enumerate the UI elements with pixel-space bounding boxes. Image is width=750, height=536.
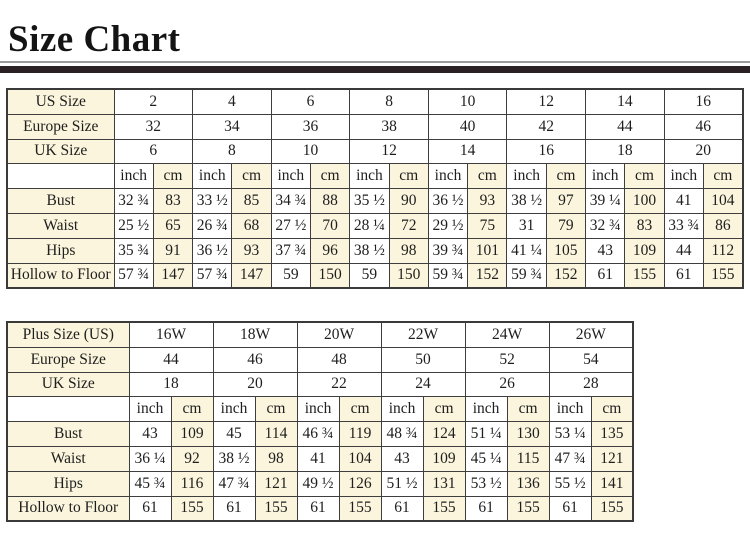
size-value-cell: 52 xyxy=(465,347,549,372)
size-value-cell: 16W xyxy=(129,322,213,347)
size-value-cell: 16 xyxy=(507,139,586,164)
size-value-cell: 26 xyxy=(465,372,549,397)
size-row xyxy=(7,89,743,114)
measurement-cm-cell: 121 xyxy=(591,446,633,471)
unit-inch-cell: inch xyxy=(114,164,153,189)
row-label: Hollow to Floor xyxy=(7,496,129,521)
row-label: UK Size xyxy=(7,372,129,397)
measurement-cm-cell: 68 xyxy=(232,213,271,238)
size-value-cell: 12 xyxy=(507,89,586,114)
unit-cm-cell: cm xyxy=(310,164,349,189)
row-label: UK Size xyxy=(7,139,114,164)
size-value-cell: 46 xyxy=(664,114,743,139)
measurement-inch-cell: 61 xyxy=(129,496,171,521)
unit-header-row xyxy=(7,164,743,189)
measurement-row xyxy=(7,263,743,288)
size-row xyxy=(7,347,633,372)
measurement-inch-cell: 61 xyxy=(297,496,339,521)
measurement-cm-cell: 100 xyxy=(625,189,664,214)
size-value-cell: 48 xyxy=(297,347,381,372)
measurement-inch-cell: 41 xyxy=(664,189,703,214)
unit-inch-cell: inch xyxy=(129,397,171,422)
measurement-cm-cell: 65 xyxy=(153,213,192,238)
measurement-cm-cell: 96 xyxy=(310,238,349,263)
row-label: Bust xyxy=(7,422,129,447)
measurement-inch-cell: 61 xyxy=(586,263,625,288)
measurement-inch-cell: 41 ¼ xyxy=(507,238,546,263)
measurement-cm-cell: 93 xyxy=(468,189,507,214)
size-value-cell: 10 xyxy=(271,139,350,164)
size-value-cell: 50 xyxy=(381,347,465,372)
measurement-inch-cell: 31 xyxy=(507,213,546,238)
row-label: Waist xyxy=(7,213,114,238)
measurement-inch-cell: 38 ½ xyxy=(350,238,389,263)
unit-cm-cell: cm xyxy=(255,397,297,422)
size-value-cell: 14 xyxy=(586,89,665,114)
measurement-inch-cell: 57 ¾ xyxy=(193,263,232,288)
measurement-cm-cell: 97 xyxy=(546,189,585,214)
row-label: Waist xyxy=(7,446,129,471)
measurement-inch-cell: 34 ¾ xyxy=(271,189,310,214)
row-label: Bust xyxy=(7,189,114,214)
measurement-cm-cell: 116 xyxy=(171,471,213,496)
measurement-inch-cell: 35 ¾ xyxy=(114,238,153,263)
size-value-cell: 20W xyxy=(297,322,381,347)
row-label: Hips xyxy=(7,471,129,496)
unit-inch-cell: inch xyxy=(381,397,423,422)
measurement-cm-cell: 155 xyxy=(703,263,742,288)
size-value-cell: 20 xyxy=(213,372,297,397)
measurement-cm-cell: 88 xyxy=(310,189,349,214)
size-value-cell: 22W xyxy=(381,322,465,347)
measurement-cm-cell: 114 xyxy=(255,422,297,447)
size-value-cell: 20 xyxy=(664,139,743,164)
unit-inch-cell: inch xyxy=(271,164,310,189)
measurement-cm-cell: 135 xyxy=(591,422,633,447)
size-value-cell: 42 xyxy=(507,114,586,139)
measurement-cm-cell: 147 xyxy=(232,263,271,288)
unit-cm-cell: cm xyxy=(423,397,465,422)
measurement-cm-cell: 85 xyxy=(232,189,271,214)
measurement-cm-cell: 104 xyxy=(703,189,742,214)
measurement-inch-cell: 25 ½ xyxy=(114,213,153,238)
measurement-inch-cell: 45 xyxy=(213,422,255,447)
measurement-row xyxy=(7,471,633,496)
measurement-inch-cell: 46 ¾ xyxy=(297,422,339,447)
measurement-inch-cell: 39 ¾ xyxy=(428,238,467,263)
measurement-inch-cell: 53 ¼ xyxy=(549,422,591,447)
title-underline-thin-rule xyxy=(0,61,750,63)
measurement-cm-cell: 109 xyxy=(171,422,213,447)
measurement-cm-cell: 155 xyxy=(625,263,664,288)
unit-inch-cell: inch xyxy=(586,164,625,189)
measurement-inch-cell: 51 ½ xyxy=(381,471,423,496)
measurement-cm-cell: 105 xyxy=(546,238,585,263)
unit-cm-cell: cm xyxy=(389,164,428,189)
measurement-inch-cell: 51 ¼ xyxy=(465,422,507,447)
unit-inch-cell: inch xyxy=(213,397,255,422)
measurement-inch-cell: 27 ½ xyxy=(271,213,310,238)
measurement-inch-cell: 59 ¾ xyxy=(428,263,467,288)
measurement-cm-cell: 70 xyxy=(310,213,349,238)
measurement-inch-cell: 48 ¾ xyxy=(381,422,423,447)
measurement-inch-cell: 43 xyxy=(381,446,423,471)
size-value-cell: 44 xyxy=(586,114,665,139)
size-value-cell: 36 xyxy=(271,114,350,139)
measurement-cm-cell: 147 xyxy=(153,263,192,288)
measurement-cm-cell: 152 xyxy=(468,263,507,288)
measurement-cm-cell: 75 xyxy=(468,213,507,238)
measurement-cm-cell: 155 xyxy=(339,496,381,521)
size-value-cell: 18 xyxy=(586,139,665,164)
measurement-cm-cell: 83 xyxy=(153,189,192,214)
row-label: Hollow to Floor xyxy=(7,263,114,288)
measurement-inch-cell: 45 ¼ xyxy=(465,446,507,471)
measurement-cm-cell: 119 xyxy=(339,422,381,447)
unit-inch-cell: inch xyxy=(297,397,339,422)
measurement-cm-cell: 93 xyxy=(232,238,271,263)
measurement-cm-cell: 131 xyxy=(423,471,465,496)
size-row xyxy=(7,114,743,139)
measurement-inch-cell: 32 ¾ xyxy=(114,189,153,214)
unit-cm-cell: cm xyxy=(625,164,664,189)
measurement-inch-cell: 38 ½ xyxy=(507,189,546,214)
unit-cm-cell: cm xyxy=(703,164,742,189)
measurement-cm-cell: 124 xyxy=(423,422,465,447)
unit-inch-cell: inch xyxy=(507,164,546,189)
measurement-cm-cell: 79 xyxy=(546,213,585,238)
measurement-inch-cell: 35 ½ xyxy=(350,189,389,214)
row-label: Plus Size (US) xyxy=(7,322,129,347)
measurement-inch-cell: 29 ½ xyxy=(428,213,467,238)
measurement-cm-cell: 150 xyxy=(310,263,349,288)
measurement-cm-cell: 90 xyxy=(389,189,428,214)
measurement-inch-cell: 61 xyxy=(465,496,507,521)
unit-cm-cell: cm xyxy=(468,164,507,189)
measurement-cm-cell: 155 xyxy=(171,496,213,521)
row-label: Hips xyxy=(7,238,114,263)
unit-cm-cell: cm xyxy=(232,164,271,189)
measurement-cm-cell: 136 xyxy=(507,471,549,496)
measurement-inch-cell: 44 xyxy=(664,238,703,263)
size-value-cell: 22 xyxy=(297,372,381,397)
row-label: Europe Size xyxy=(7,347,129,372)
measurement-inch-cell: 47 ¾ xyxy=(549,446,591,471)
measurement-inch-cell: 33 ¾ xyxy=(664,213,703,238)
size-value-cell: 40 xyxy=(428,114,507,139)
empty-label-cell xyxy=(7,397,129,422)
measurement-cm-cell: 115 xyxy=(507,446,549,471)
size-value-cell: 54 xyxy=(549,347,633,372)
size-value-cell: 10 xyxy=(428,89,507,114)
empty-label-cell xyxy=(7,164,114,189)
measurement-inch-cell: 41 xyxy=(297,446,339,471)
measurement-cm-cell: 155 xyxy=(591,496,633,521)
size-value-cell: 18W xyxy=(213,322,297,347)
size-value-cell: 18 xyxy=(129,372,213,397)
size-value-cell: 26W xyxy=(549,322,633,347)
size-value-cell: 46 xyxy=(213,347,297,372)
measurement-inch-cell: 55 ½ xyxy=(549,471,591,496)
unit-cm-cell: cm xyxy=(171,397,213,422)
measurement-cm-cell: 152 xyxy=(546,263,585,288)
measurement-inch-cell: 45 ¾ xyxy=(129,471,171,496)
unit-inch-cell: inch xyxy=(664,164,703,189)
unit-cm-cell: cm xyxy=(591,397,633,422)
measurement-inch-cell: 57 ¾ xyxy=(114,263,153,288)
measurement-row xyxy=(7,446,633,471)
measurement-inch-cell: 59 xyxy=(271,263,310,288)
measurement-cm-cell: 109 xyxy=(423,446,465,471)
unit-inch-cell: inch xyxy=(549,397,591,422)
measurement-cm-cell: 130 xyxy=(507,422,549,447)
measurement-inch-cell: 61 xyxy=(549,496,591,521)
measurement-cm-cell: 101 xyxy=(468,238,507,263)
size-value-cell: 24 xyxy=(381,372,465,397)
measurement-cm-cell: 155 xyxy=(423,496,465,521)
measurement-inch-cell: 43 xyxy=(129,422,171,447)
measurement-cm-cell: 155 xyxy=(507,496,549,521)
title-underline-thick-bar xyxy=(0,66,750,73)
measurement-inch-cell: 53 ½ xyxy=(465,471,507,496)
size-row xyxy=(7,322,633,347)
measurement-inch-cell: 47 ¾ xyxy=(213,471,255,496)
measurement-cm-cell: 112 xyxy=(703,238,742,263)
size-value-cell: 34 xyxy=(193,114,272,139)
measurement-cm-cell: 150 xyxy=(389,263,428,288)
size-value-cell: 44 xyxy=(129,347,213,372)
unit-inch-cell: inch xyxy=(428,164,467,189)
measurement-inch-cell: 36 ½ xyxy=(193,238,232,263)
measurement-inch-cell: 59 xyxy=(350,263,389,288)
unit-cm-cell: cm xyxy=(153,164,192,189)
size-value-cell: 8 xyxy=(193,139,272,164)
unit-cm-cell: cm xyxy=(507,397,549,422)
measurement-row xyxy=(7,213,743,238)
standard-size-table xyxy=(6,88,744,289)
measurement-cm-cell: 109 xyxy=(625,238,664,263)
measurement-inch-cell: 61 xyxy=(381,496,423,521)
unit-header-row xyxy=(7,397,633,422)
unit-cm-cell: cm xyxy=(339,397,381,422)
row-label: Europe Size xyxy=(7,114,114,139)
measurement-cm-cell: 86 xyxy=(703,213,742,238)
unit-inch-cell: inch xyxy=(193,164,232,189)
measurement-inch-cell: 61 xyxy=(664,263,703,288)
measurement-cm-cell: 155 xyxy=(255,496,297,521)
unit-inch-cell: inch xyxy=(465,397,507,422)
size-value-cell: 2 xyxy=(114,89,193,114)
size-value-cell: 6 xyxy=(114,139,193,164)
measurement-cm-cell: 104 xyxy=(339,446,381,471)
measurement-inch-cell: 37 ¾ xyxy=(271,238,310,263)
measurement-cm-cell: 72 xyxy=(389,213,428,238)
measurement-inch-cell: 59 ¾ xyxy=(507,263,546,288)
measurement-inch-cell: 61 xyxy=(213,496,255,521)
measurement-cm-cell: 126 xyxy=(339,471,381,496)
measurement-cm-cell: 121 xyxy=(255,471,297,496)
measurement-inch-cell: 36 ½ xyxy=(428,189,467,214)
measurement-inch-cell: 32 ¾ xyxy=(586,213,625,238)
measurement-cm-cell: 141 xyxy=(591,471,633,496)
measurement-row xyxy=(7,422,633,447)
unit-inch-cell: inch xyxy=(350,164,389,189)
measurement-row xyxy=(7,238,743,263)
size-value-cell: 8 xyxy=(350,89,429,114)
size-value-cell: 12 xyxy=(350,139,429,164)
size-value-cell: 16 xyxy=(664,89,743,114)
measurement-inch-cell: 43 xyxy=(586,238,625,263)
size-value-cell: 24W xyxy=(465,322,549,347)
measurement-inch-cell: 28 ¼ xyxy=(350,213,389,238)
plus-size-table xyxy=(6,321,634,522)
size-value-cell: 14 xyxy=(428,139,507,164)
size-row xyxy=(7,139,743,164)
measurement-inch-cell: 38 ½ xyxy=(213,446,255,471)
page-title: Size Chart xyxy=(8,19,181,60)
size-value-cell: 28 xyxy=(549,372,633,397)
size-value-cell: 6 xyxy=(271,89,350,114)
size-value-cell: 32 xyxy=(114,114,193,139)
size-row xyxy=(7,372,633,397)
measurement-inch-cell: 36 ¼ xyxy=(129,446,171,471)
measurement-row xyxy=(7,189,743,214)
unit-cm-cell: cm xyxy=(546,164,585,189)
measurement-inch-cell: 26 ¾ xyxy=(193,213,232,238)
row-label: US Size xyxy=(7,89,114,114)
measurement-cm-cell: 98 xyxy=(255,446,297,471)
measurement-cm-cell: 83 xyxy=(625,213,664,238)
size-value-cell: 4 xyxy=(193,89,272,114)
size-value-cell: 38 xyxy=(350,114,429,139)
measurement-row xyxy=(7,496,633,521)
measurement-cm-cell: 91 xyxy=(153,238,192,263)
measurement-cm-cell: 92 xyxy=(171,446,213,471)
measurement-inch-cell: 33 ½ xyxy=(193,189,232,214)
measurement-cm-cell: 98 xyxy=(389,238,428,263)
measurement-inch-cell: 49 ½ xyxy=(297,471,339,496)
measurement-inch-cell: 39 ¼ xyxy=(586,189,625,214)
